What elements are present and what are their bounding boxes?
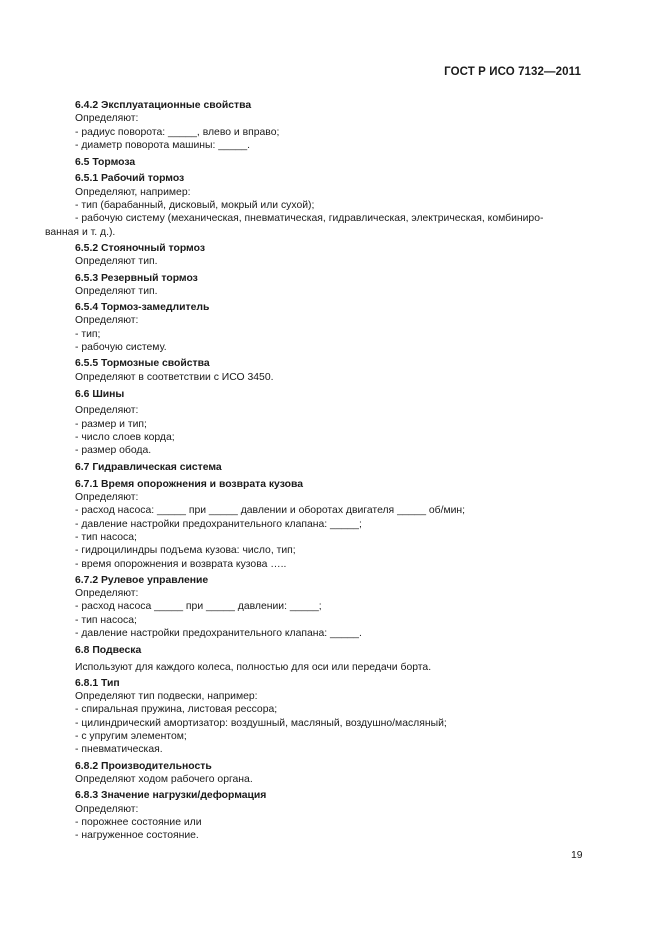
- paragraph-line: - цилиндрический амортизатор: воздушный, масляный, воздушно/масляный;: [75, 717, 447, 729]
- section-heading: 6.8.2 Производительность: [75, 760, 212, 772]
- paragraph-line: - тип (барабанный, дисковый, мокрый или сухой);: [75, 200, 315, 212]
- paragraph-line: Определяют:: [75, 405, 139, 417]
- paragraph-line: - расход насоса: _____ при _____ давлении и оборотах двигателя _____ об/мин;: [75, 505, 466, 517]
- paragraph-line: - тип насоса;: [75, 531, 137, 543]
- paragraph-line: Определяют тип подвески, например:: [75, 691, 258, 703]
- section-heading: 6.8.1 Тип: [75, 677, 120, 689]
- paragraph-line: - тип насоса;: [75, 614, 137, 626]
- document-body: [45, 96, 595, 842]
- paragraph-line: - радиус поворота: _____, влево и вправо;: [75, 126, 280, 138]
- paragraph-line: - рабочую систему.: [75, 342, 167, 354]
- section-heading: 6.8.3 Значение нагрузки/деформация: [75, 790, 267, 802]
- paragraph-line: - размер обода.: [75, 445, 152, 457]
- paragraph-line: - пневматическая.: [75, 744, 163, 756]
- section-title: 6.5 Тормоза: [75, 157, 136, 169]
- paragraph-line: - давление настройки предохранительного клапана: _____;: [75, 518, 362, 530]
- paragraph-line: - тип;: [75, 328, 101, 340]
- paragraph-line: Определяют тип.: [75, 285, 158, 297]
- paragraph-line: Определяют тип.: [75, 256, 158, 268]
- section-heading: 6.4.2 Эксплуатационные свойства: [75, 100, 252, 111]
- paragraph-line: - порожнее состояние или: [75, 816, 202, 828]
- paragraph-line: - время опорожнения и возврата кузова …..: [75, 558, 287, 570]
- section-title: 6.6 Шины: [75, 388, 125, 400]
- section-heading: 6.5.2 Стояночный тормоз: [75, 242, 205, 254]
- paragraph-continuation: ванная и т. д.).: [45, 226, 116, 238]
- page-number: 19: [571, 850, 583, 861]
- paragraph-line: Определяют в соответствии с ИСО 3450.: [75, 371, 274, 383]
- paragraph-line: - нагруженное состояние.: [75, 830, 199, 842]
- paragraph-line: Определяют, например:: [75, 186, 191, 198]
- paragraph-line: - с упругим элементом;: [75, 731, 187, 743]
- paragraph-line: - гидроцилиндры подъема кузова: число, тип;: [75, 545, 296, 557]
- paragraph-line: Определяют:: [75, 113, 139, 125]
- paragraph-line: - давление настройки предохранительного клапана: _____.: [75, 627, 362, 639]
- section-heading: 6.7.2 Рулевое управление: [75, 574, 209, 586]
- section-heading: 6.5.4 Тормоз-замедлитель: [75, 302, 210, 314]
- document-header: ГОСТ Р ИСО 7132—2011: [444, 66, 581, 78]
- paragraph-line: - спиральная пружина, листовая рессора;: [75, 704, 278, 716]
- paragraph-line: Определяют:: [75, 588, 139, 600]
- section-heading: 6.7.1 Время опорожнения и возврата кузова: [75, 478, 303, 490]
- section-title: 6.8 Подвеска: [75, 645, 142, 657]
- section-heading: 6.5.1 Рабочий тормоз: [75, 173, 185, 185]
- paragraph-line: - расход насоса _____ при _____ давлении: _____;: [75, 601, 322, 613]
- paragraph-line: Определяют:: [75, 315, 139, 327]
- paragraph-line: Определяют ходом рабочего органа.: [75, 773, 253, 785]
- paragraph-line: - рабочую систему (механическая, пневматическая, гидравлическая, электрическая, комбиниро-: [75, 213, 544, 225]
- paragraph-line: Определяют:: [75, 803, 139, 815]
- section-title: 6.7 Гидравлическая система: [75, 462, 222, 474]
- paragraph-line: - размер и тип;: [75, 418, 147, 430]
- section-heading: 6.5.5 Тормозные свойства: [75, 358, 210, 370]
- paragraph-line: - число слоев корда;: [75, 431, 175, 443]
- paragraph-line: - диаметр поворота машины: _____.: [75, 139, 251, 151]
- paragraph-line: Используют для каждого колеса, полностью для оси или передачи борта.: [75, 661, 432, 673]
- section-heading: 6.5.3 Резервный тормоз: [75, 272, 198, 284]
- paragraph-line: Определяют:: [75, 492, 139, 504]
